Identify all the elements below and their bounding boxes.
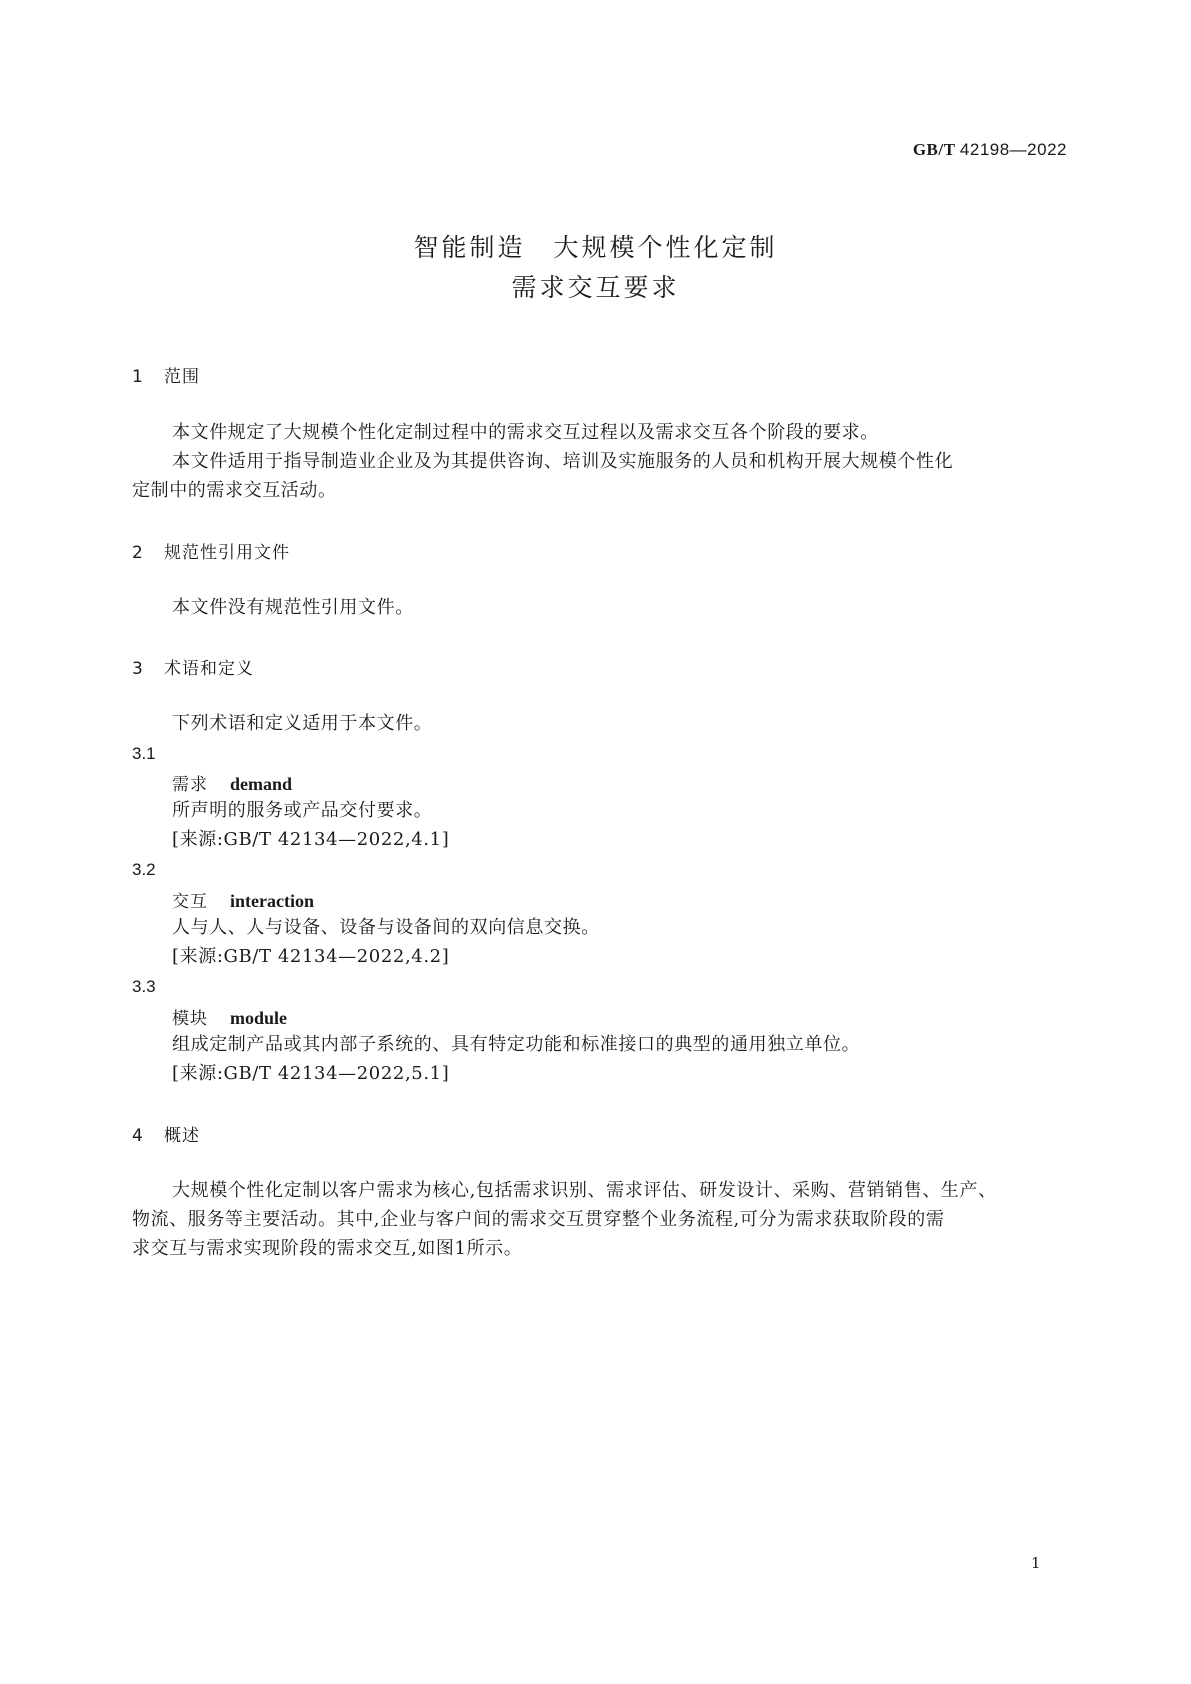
term-name-cn: 交互 (172, 892, 208, 912)
section-2-number: 2 (132, 543, 144, 563)
section-1-paragraph-2-line-1: 本文件适用于指导制造业企业及为其提供咨询、培训及实施服务的人员和机构开展大规模个性化 (172, 451, 954, 472)
term-name (172, 887, 314, 912)
term-definition: 所声明的服务或产品交付要求。 (172, 800, 433, 821)
term-name (172, 770, 292, 795)
standard-number: 42198—2022 (959, 140, 1067, 159)
document-title-line2: 需求交互要求 (511, 273, 680, 302)
term-number: 3.3 (132, 977, 156, 996)
term-name-en: demand (230, 774, 293, 794)
document-title-line1: 智能制造 大规模个性化定制 (413, 233, 778, 262)
section-3-heading (132, 654, 254, 679)
section-4-paragraph-line-1: 大规模个性化定制以客户需求为核心,包括需求识别、需求评估、研发设计、采购、营销销售、生产、 (172, 1180, 997, 1201)
section-1-number: 1 (132, 367, 144, 387)
term-number: 3.1 (132, 744, 156, 763)
term-number: 3.2 (132, 860, 156, 879)
term-definition: 组成定制产品或其内部子系统的、具有特定功能和标准接口的典型的通用独立单位。 (172, 1034, 861, 1055)
section-1-title: 范围 (164, 367, 200, 387)
term-name-cn: 模块 (172, 1009, 208, 1029)
term-source: [来源:GB/T 42134—2022,4.2] (172, 946, 450, 967)
section-2-paragraph-1: 本文件没有规范性引用文件。 (172, 597, 414, 618)
term-name (172, 1004, 287, 1029)
page-number: 1 (1031, 1554, 1041, 1572)
term-name-en: module (230, 1008, 288, 1028)
term-source: [来源:GB/T 42134—2022,4.1] (172, 829, 450, 850)
section-4-number: 4 (132, 1126, 144, 1146)
standard-prefix: GB/T (912, 140, 956, 159)
section-2-title: 规范性引用文件 (164, 543, 290, 563)
section-1-paragraph-1: 本文件规定了大规模个性化定制过程中的需求交互过程以及需求交互各个阶段的要求。 (172, 422, 879, 443)
section-3-intro: 下列术语和定义适用于本文件。 (172, 713, 433, 734)
term-name-cn: 需求 (172, 775, 208, 795)
section-4-paragraph-line-2: 物流、服务等主要活动。其中,企业与客户间的需求交互贯穿整个业务流程,可分为需求获取阶段的需 (132, 1209, 945, 1230)
section-3-number: 3 (132, 659, 144, 679)
term-definition: 人与人、人与设备、设备与设备间的双向信息交换。 (172, 917, 600, 938)
section-1-heading (132, 362, 200, 387)
standard-code (913, 140, 1067, 160)
section-4-heading (132, 1121, 200, 1146)
section-4-paragraph-line-3: 求交互与需求实现阶段的需求交互,如图1所示。 (132, 1238, 523, 1259)
section-3-title: 术语和定义 (164, 659, 254, 679)
term-source: [来源:GB/T 42134—2022,5.1] (172, 1063, 450, 1084)
term-name-en: interaction (230, 891, 314, 911)
section-2-heading (132, 538, 290, 563)
section-4-title: 概述 (164, 1126, 200, 1146)
section-1-paragraph-2-line-2: 定制中的需求交互活动。 (132, 480, 337, 501)
